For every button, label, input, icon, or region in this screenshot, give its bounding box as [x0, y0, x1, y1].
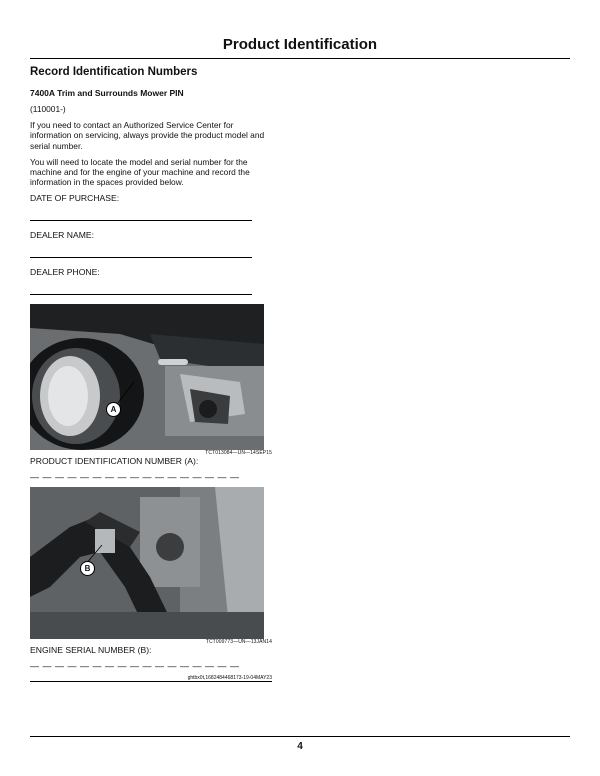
dealer-name-label: DEALER NAME:: [30, 230, 94, 241]
callout-b: B: [80, 561, 95, 576]
engine-serial-blank-line: — — — — — — — — — — — — — — — — —: [30, 661, 240, 672]
callout-a: A: [106, 402, 121, 417]
pin-blank-line: — — — — — — — — — — — — — — — — —: [30, 472, 240, 483]
figure-a-id: TCT013084—UN—14SEP15: [205, 450, 272, 457]
content-column: [30, 66, 272, 682]
document-code-rule: [30, 681, 272, 682]
engine-serial-figure: [30, 487, 264, 639]
dealer-phone-label: DEALER PHONE:: [30, 267, 100, 278]
document-code: ghtbx0t,1682484468173-19-04MAY23: [187, 675, 272, 682]
locate-paragraph: You will need to locate the model and serial number for the machine and for the engine of your machine and record the information in the spaces provided below.: [30, 156, 250, 188]
mower-pin-figure: [30, 304, 264, 450]
engine-serial-caption: ENGINE SERIAL NUMBER (B):: [30, 645, 152, 656]
footer-divider: [30, 736, 570, 737]
page-title: Product Identification: [222, 36, 378, 53]
section-heading: Record Identification Numbers: [30, 66, 198, 78]
date-of-purchase-label: DATE OF PURCHASE:: [30, 193, 120, 204]
title-divider: [30, 58, 570, 59]
pin-caption: PRODUCT IDENTIFICATION NUMBER (A):: [30, 456, 199, 467]
intro-paragraph: If you need to contact an Authorized Service Center for information on servicing, always provide the product model and serial number.: [30, 120, 265, 151]
page-number: 4: [297, 741, 303, 752]
serial-range: (110001-): [30, 104, 66, 114]
figure-b-id: TCT009773—UN—13JAN14: [205, 639, 272, 646]
model-subheading: 7400A Trim and Surrounds Mower PIN: [30, 88, 184, 98]
